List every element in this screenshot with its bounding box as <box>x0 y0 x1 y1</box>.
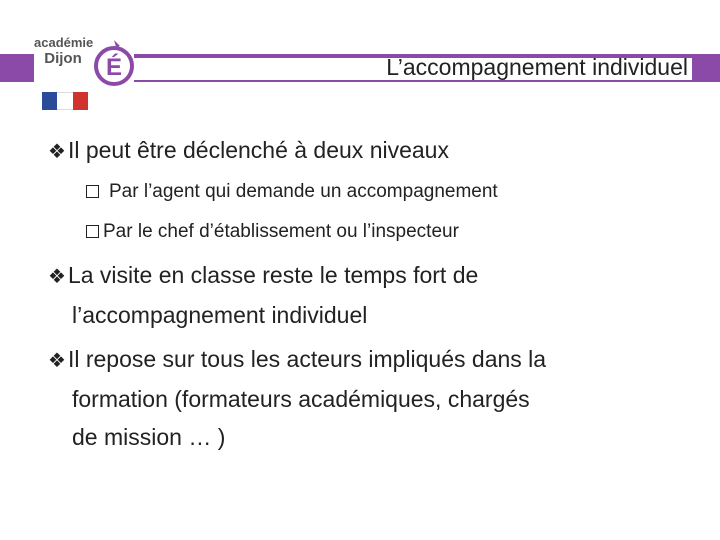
sub-bullet-2 <box>86 216 459 248</box>
diamond-bullet-icon: ❖ <box>48 141 66 163</box>
bullet-3 <box>48 340 688 456</box>
logo-line-2: Dijon <box>44 50 82 67</box>
bullet-3-line-1: Il repose sur tous les acteurs impliqués dans la <box>67 346 547 372</box>
diamond-bullet-icon: ❖ <box>48 266 66 288</box>
logo-letter: É <box>105 54 123 81</box>
sub-bullet-1-text: Par l’agent qui demande un accompagnement <box>109 181 498 202</box>
bullet-1 <box>48 131 688 171</box>
square-bullet-icon <box>86 185 99 198</box>
academie-logo <box>34 30 134 88</box>
bullet-3-line-3: de mission … ) <box>72 424 226 450</box>
logo-e-emblem <box>94 38 134 88</box>
logo-wordmark <box>34 36 92 68</box>
diamond-bullet-icon: ❖ <box>48 350 66 372</box>
bullet-2-line-1: La visite en classe reste le temps fort de <box>67 262 479 288</box>
bullet-2-line-2: l’accompagnement individuel <box>72 302 368 328</box>
bullet-1-text: Il peut être déclenché à deux niveaux <box>67 137 449 163</box>
slide-title: L’accompagnement individuel <box>386 54 688 80</box>
logo-line-1: académie <box>34 35 94 50</box>
sub-bullet-2-text: Par le chef d’établissement ou l’inspecteur <box>103 221 459 242</box>
square-bullet-icon <box>86 225 99 238</box>
bullet-2 <box>48 256 688 334</box>
bullet-3-line-2: formation (formateurs académiques, chargés <box>72 386 530 412</box>
republique-flag-icon <box>42 92 88 110</box>
sub-bullet-1 <box>86 176 498 208</box>
